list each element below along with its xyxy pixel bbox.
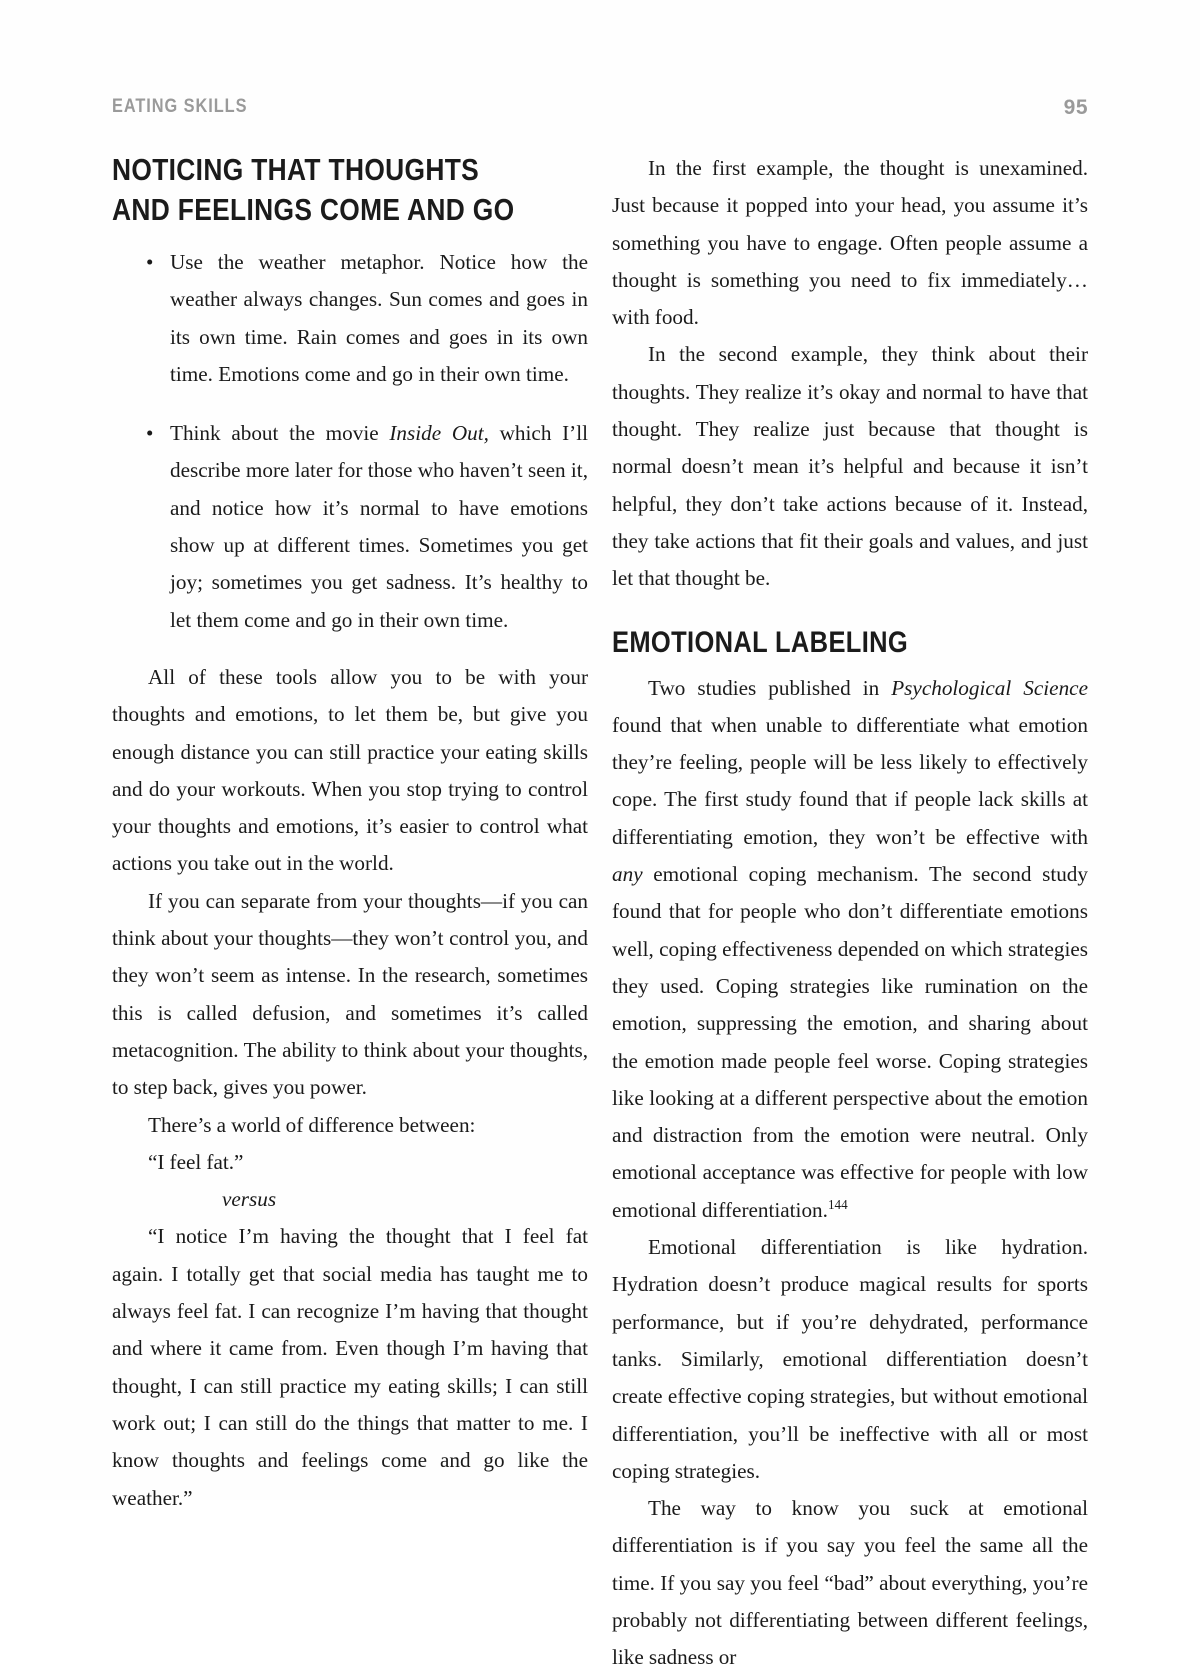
left-column bbox=[112, 150, 588, 1510]
page-number: 95 bbox=[1063, 96, 1088, 119]
list-item bbox=[112, 244, 588, 393]
paragraph-first-example: In the first example, the thought is unexamined. Just because it popped into your head, you assume it’s something you have to engage. Often people assume a thought is something you need to fix immediately…with food. bbox=[612, 156, 1088, 330]
list-item-text-post: which I’ll describe more later for those who haven’t seen it, and notice how it’s normal to have emotions show up at different times. Sometimes you get joy; sometimes you get sadness. It’s healthy to let them come and go in their own time. bbox=[170, 421, 588, 632]
paragraph-hydration: Emotional differentiation is like hydration. Hydration doesn’t produce magical results for sports performance, but if you’re dehydrated, performance tanks. Similarly, emotional differentiation doesn’t create effective coping strategies, but without emotional differentiation, you’ll be ineffective with all or most coping strategies. bbox=[612, 1235, 1088, 1483]
list-item-text: Use the weather metaphor. Notice how the weather always changes. Sun comes and goes in its own time. Rain comes and goes in its own time. Emotions come and go in their own time. bbox=[170, 250, 588, 386]
paragraph-tools: All of these tools allow you to be with your thoughts and emotions, to let them be, but give you enough distance you can still practice your eating skills and do your workouts. When you stop trying to control your thoughts and emotions, it’s easier to control what actions you take out in the world. bbox=[112, 664, 588, 876]
quote-defused-thought: “I notice I’m having the thought that I feel fat again. I totally get that social media has taught me to always feel fat. I can recognize I’m having that thought and where it came from. Even though I’m having that thought, I can still practice my eating skills; I can still work out; I can still do the things that matter to me. I know thoughts and feelings come and go like the weather.” bbox=[112, 1224, 588, 1510]
emotional-labeling-heading-block bbox=[612, 624, 1088, 662]
bullet-dot-icon: • bbox=[146, 250, 154, 274]
paragraph-two-studies bbox=[612, 670, 1088, 1229]
bullet-dot-icon: • bbox=[146, 421, 154, 446]
paragraph-text-pre: Two studies published in bbox=[648, 675, 892, 700]
section-heading-emotional-labeling: EMOTIONAL LABELING bbox=[612, 625, 909, 659]
paragraph-text-post: emotional coping mechanism. The second study found that for people who don’t differentiate emotions well, coping effectiveness depended on which strategies they used. Coping strategies like rumination on the emotion, suppressing the emotion, and sharing about the emotion made people feel worse. Coping strategies like looking at a different perspective about the emotion and distraction from the emotion were neutral. Only emotional acceptance was effective for people with low emotional differentiation. bbox=[612, 862, 1088, 1222]
emphasis-any-italic: any bbox=[612, 862, 643, 887]
movie-title-italic: Inside Out, bbox=[389, 421, 489, 446]
journal-title-italic: Psychological Science bbox=[891, 675, 1088, 700]
running-head bbox=[112, 96, 1088, 122]
list-item-text-pre: Think about the movie bbox=[170, 421, 390, 446]
two-column-body bbox=[112, 150, 1088, 1670]
spacer bbox=[112, 639, 588, 659]
paragraph-know-you-suck: The way to know you suck at emotional differentiation is if you say you feel the same all the time. If you say you feel “bad” about everything, you’re probably not differentiating between different feelings, like sadness or bbox=[612, 1496, 1088, 1670]
paragraph-second-example: In the second example, they think about their thoughts. They realize it’s okay and normal to have that thought. They realize just because that thought is normal doesn’t mean it’s helpful and because it isn’t helpful, they don’t take actions because of it. Instead, they take actions that fit their goals and values, and just let that thought be. bbox=[612, 342, 1088, 591]
running-head-title: EATING SKILLS bbox=[112, 96, 248, 117]
paragraph-text-mid: found that when unable to differentiate what emotion they’re feeling, people will be less likely to effectively cope. The first study found that if people lack skills at differentiating emotion, they won’t be effective with bbox=[612, 712, 1088, 849]
versus-label: versus bbox=[222, 1187, 277, 1212]
footnote-reference[interactable]: 144 bbox=[827, 1196, 848, 1212]
list-item bbox=[112, 415, 588, 639]
right-column bbox=[612, 150, 1088, 1670]
quote-i-feel-fat: “I feel fat.” bbox=[148, 1149, 244, 1174]
bullet-list bbox=[112, 244, 588, 639]
paragraph-separate: If you can separate from your thoughts—if you can think about your thoughts—they won’t control you, and they won’t seem as intense. In the research, sometimes this is called defusion, and sometimes it’s called metacognition. The ability to think about your thoughts, to step back, gives you power. bbox=[112, 888, 588, 1100]
page-title-line-1: NOTICING THAT THOUGHTS bbox=[112, 152, 480, 187]
section-heading-block bbox=[112, 150, 588, 230]
paragraph-difference: There’s a world of difference between: bbox=[148, 1112, 476, 1137]
page-title-line-2: AND FEELINGS COME AND GO bbox=[112, 192, 515, 227]
